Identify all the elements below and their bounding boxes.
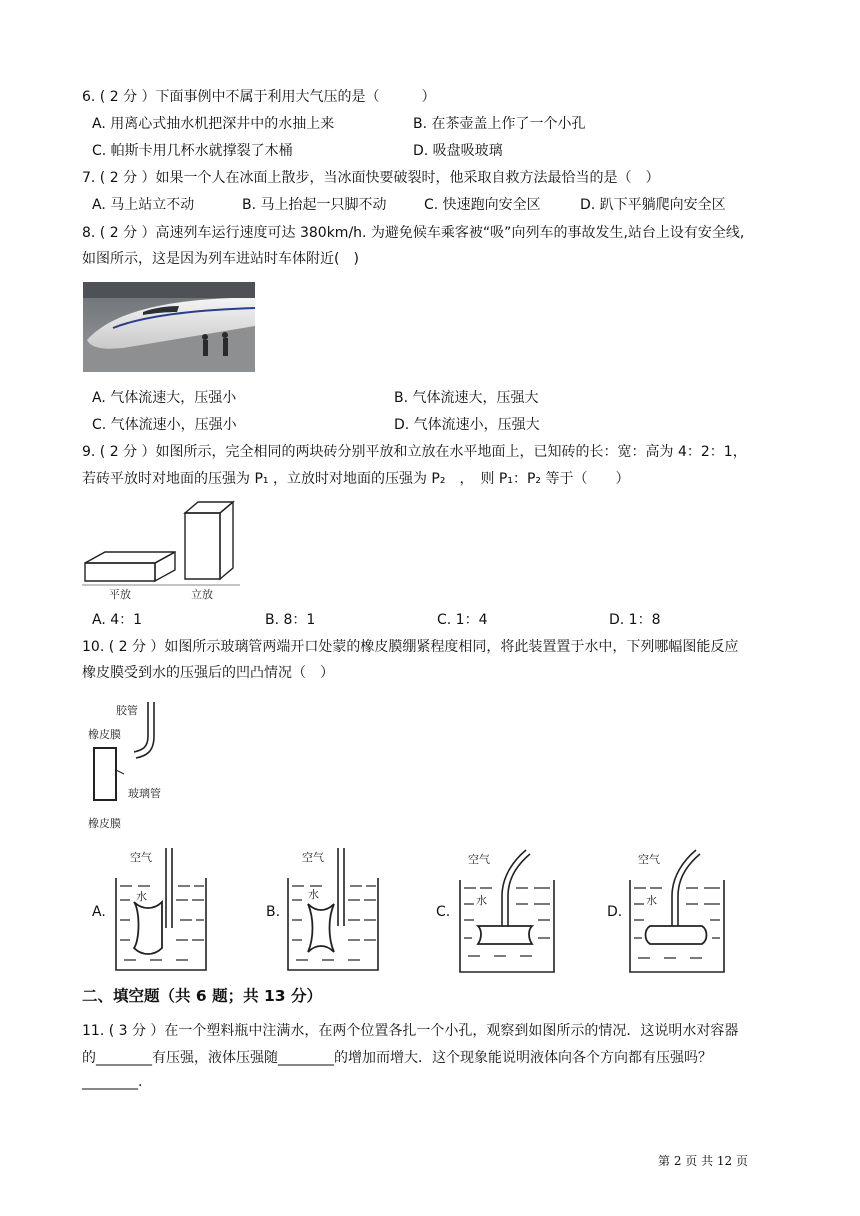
label-membrane-top: 橡皮膜 <box>88 728 121 741</box>
q8-option-b: B. 气体流速大，压强大 <box>394 390 539 406</box>
label-hose: 胶管 <box>116 704 138 717</box>
q8-option-d: D. 气体流速小，压强大 <box>394 417 540 433</box>
container-b-figure <box>282 848 384 972</box>
q6-stem: 6. ( 2 分 ）下面事例中不属于利用大气压的是（ ） <box>82 89 436 105</box>
label-air-a: 空气 <box>130 851 152 864</box>
label-water-b: 水 <box>308 888 319 901</box>
q9-option-a: A. 4：1 <box>92 612 143 628</box>
q6-option-b: B. 在茶壶盖上作了一个小孔 <box>413 116 586 132</box>
q10-option-a: A. <box>92 904 106 920</box>
q6-option-a: A. 用离心式抽水机把深井中的水抽上来 <box>92 116 335 132</box>
label-air-c: 空气 <box>468 853 490 866</box>
label-air-b: 空气 <box>302 851 324 864</box>
label-flat: 平放 <box>109 588 131 601</box>
q10-option-d: D. <box>607 904 623 920</box>
q9-stem-line1: 9. ( 2 分 ）如图所示，完全相同的两块砖分别平放和立放在水平地面上，已知砖的长：宽：高为 4：2：1， <box>82 444 747 460</box>
q9-option-b: B. 8：1 <box>265 612 316 628</box>
q9-option-d: D. 1：8 <box>609 612 661 628</box>
q6-option-c: C. 帕斯卡用几杯水就撑裂了木桶 <box>92 143 293 159</box>
label-water-c: 水 <box>476 894 487 907</box>
container-a-figure <box>110 848 212 972</box>
train-photo <box>83 282 255 372</box>
q7-stem: 7. ( 2 分 ）如果一个人在冰面上散步，当冰面快要破裂时，他采取自救方法最恰当的是（ ） <box>82 170 660 186</box>
q9-stem-line2: 若砖平放时对地面的压强为 P₁ ，立放时对地面的压强为 P₂ ， 则 P₁：P₂ 等于（ ） <box>82 471 630 487</box>
q7-option-d: D. 趴下平躺爬向安全区 <box>580 197 726 213</box>
q7-option-c: C. 快速跑向安全区 <box>424 197 541 213</box>
q8-stem-line1: 8. ( 2 分 ）高速列车运行速度可达 380km/h. 为避免候车乘客被“吸”向列车的事故发生,站台上设有安全线, <box>82 225 745 241</box>
label-stand: 立放 <box>191 588 213 601</box>
q11-line3: ________. <box>82 1074 143 1090</box>
q9-option-c: C. 1：4 <box>437 612 488 628</box>
apparatus-figure <box>86 696 216 834</box>
page-footer: 第 2 页 共 12 页 <box>658 1154 748 1168</box>
label-water-a: 水 <box>136 890 147 903</box>
q7-option-b: B. 马上抬起一只脚不动 <box>242 197 387 213</box>
bricks-figure <box>80 495 250 607</box>
container-d-figure <box>624 846 730 974</box>
q11-line1: 11. ( 3 分 ）在一个塑料瓶中注满水，在两个位置各扎一个小孔，观察到如图所示的情况．这说明水对容器 <box>82 1023 739 1039</box>
q10-option-c: C. <box>436 904 451 920</box>
q11-line2: 的________有压强，液体压强随________的增加而增大．这个现象能说明液体向各个方向都有压强吗？ <box>82 1050 712 1066</box>
q10-option-b: B. <box>266 904 281 920</box>
q8-stem-line2: 如图所示，这是因为列车进站时车体附近( ) <box>82 251 359 267</box>
container-c-figure <box>454 846 560 974</box>
q10-stem-line1: 10. ( 2 分 ）如图所示玻璃管两端开口处蒙的橡皮膜绷紧程度相同，将此装置置于水中，下列哪幅图能反应 <box>82 639 739 655</box>
label-membrane-bottom: 橡皮膜 <box>88 817 121 830</box>
q10-stem-line2: 橡皮膜受到水的压强后的凹凸情况（ ） <box>82 665 334 681</box>
label-water-d: 水 <box>646 894 657 907</box>
section-2-title: 二、填空题（共 6 题；共 13 分） <box>82 987 322 1005</box>
label-glass-tube: 玻璃管 <box>128 787 161 800</box>
label-air-d: 空气 <box>638 853 660 866</box>
q6-option-d: D. 吸盘吸玻璃 <box>413 143 503 159</box>
q8-option-c: C. 气体流速小，压强小 <box>92 417 237 433</box>
q8-option-a: A. 气体流速大，压强小 <box>92 390 237 406</box>
q7-option-a: A. 马上站立不动 <box>92 197 195 213</box>
